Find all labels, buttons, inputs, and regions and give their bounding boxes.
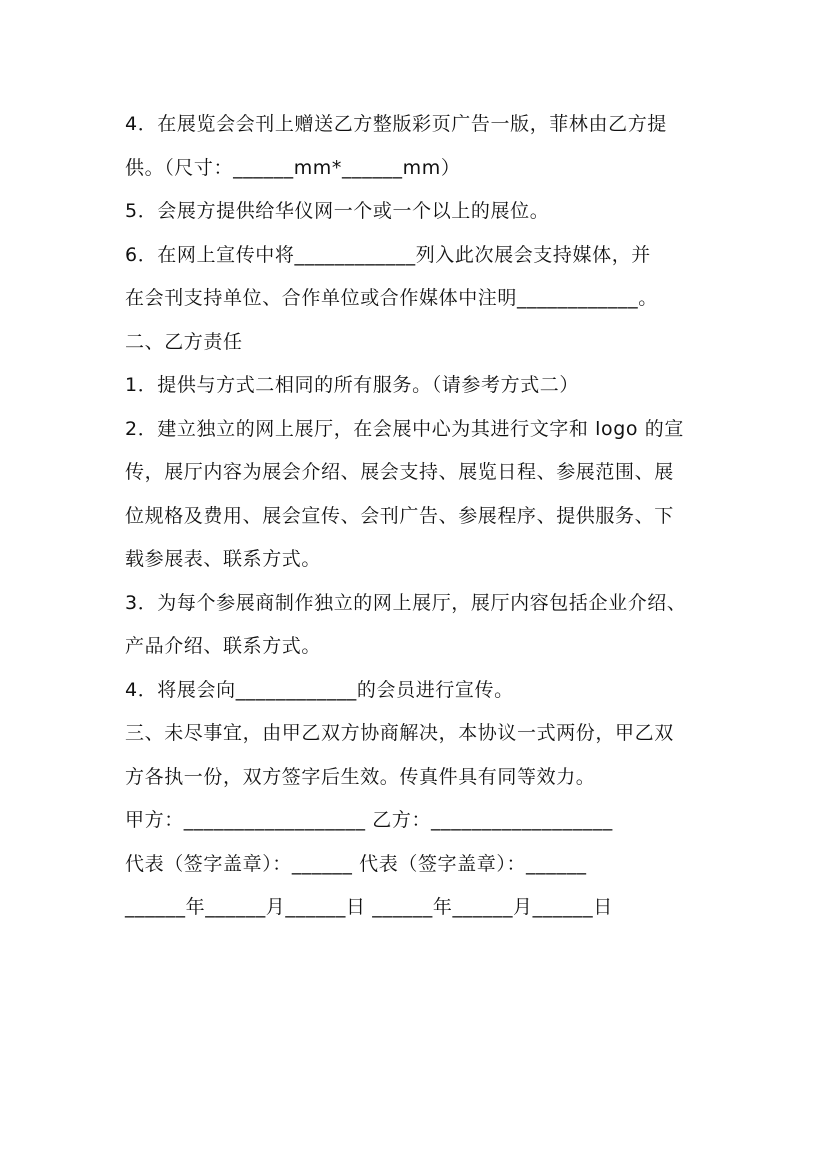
text-line: 1．提供与方式二相同的所有服务。（请参考方式二） [125, 374, 579, 396]
text-line: 4．将展会向____________的会员进行宣传。 [125, 678, 514, 701]
document-body [125, 103, 710, 930]
section-heading: 二、乙方责任 [125, 330, 243, 353]
text-line: 在会刊支持单位、合作单位或合作媒体中注明____________。 [125, 287, 658, 309]
signature-date-line: ______年______月______日 ______年______月______日 [125, 896, 613, 918]
text-line: 传，展厅内容为展会介绍、展会支持、展览日程、参展范围、展 [125, 461, 674, 483]
text-line: 6．在网上宣传中将____________列入此次展会支持媒体，并 [125, 243, 651, 266]
text-line: 供。（尺寸：______mm*______mm） [125, 156, 461, 179]
signature-party-line: 甲方：__________________ 乙方：__________________ [125, 809, 613, 831]
text-line: 方各执一份，双方签字后生效。传真件具有同等效力。 [125, 765, 596, 788]
signature-representative-line: 代表（签字盖章）：______ 代表（签字盖章）：______ [125, 852, 587, 875]
text-line: 载参展表、联系方式。 [125, 548, 322, 570]
text-line: 三、未尽事宜，由甲乙双方协商解决，本协议一式两份，甲乙双 [125, 722, 674, 744]
text-line: 2．建立独立的网上展厅，在会展中心为其进行文字和 logo 的宣 [125, 417, 684, 440]
text-line: 3．为每个参展商制作独立的网上展厅，展厅内容包括企业介绍、 [125, 591, 687, 614]
text-line: 5．会展方提供给华仪网一个或一个以上的展位。 [125, 200, 550, 222]
text-line: 4．在展览会会刊上赠送乙方整版彩页广告一版，菲林由乙方提 [125, 113, 667, 135]
text-line: 位规格及费用、展会宣传、会刊广告、参展程序、提供服务、下 [125, 504, 674, 527]
text-line: 产品介绍、联系方式。 [125, 635, 322, 657]
